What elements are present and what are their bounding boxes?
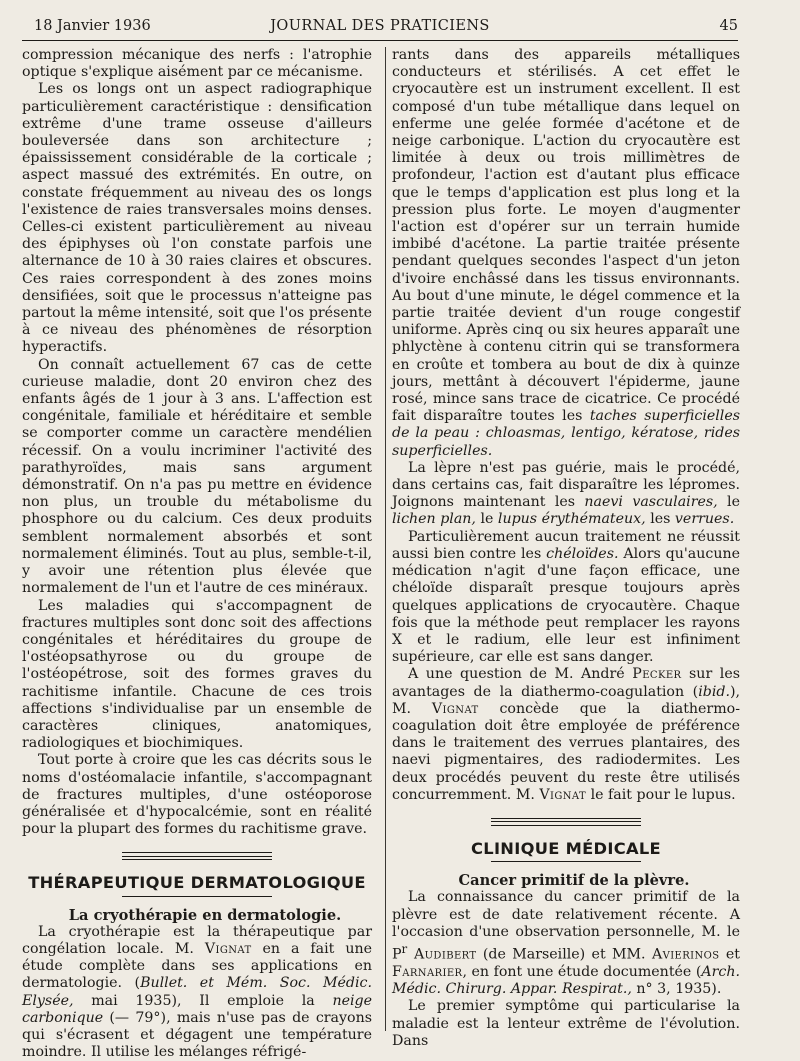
italic-term: ibid. xyxy=(698,683,730,700)
citation: Bullet. et Mém. Soc. Médic. Elysée, xyxy=(22,975,372,1009)
article-title: La cryothérapie en dermatologie. xyxy=(68,906,342,924)
text-run: La cryothérapie est la thérapeutique par congélation locale. M. xyxy=(22,923,372,957)
italic-term: taches superficielles de la peau : chloasmas, lentigo, kératose, rides superficielles. xyxy=(392,408,741,459)
header-rule xyxy=(22,40,738,41)
text-run: le fait pour le lupus. xyxy=(586,786,736,803)
text-run: , en font une étude documentée ( xyxy=(462,963,702,980)
text-run: Particulièrement aucun traitement ne réussit aussi bien contre les xyxy=(392,528,740,562)
paragraph xyxy=(392,889,740,998)
italic-term: lupus érythémateux, xyxy=(497,511,646,528)
article-title: Cancer primitif de la plèvre. xyxy=(458,872,690,890)
author-name: Vignat xyxy=(431,700,479,717)
running-header xyxy=(22,18,738,40)
citation: Arch. Médic. Chirurg. Appar. Respirat., xyxy=(392,963,740,998)
section-title: THÉRAPEUTIQUE DERMATOLOGIQUE xyxy=(28,873,366,893)
author-name: Farnarier xyxy=(392,963,463,980)
paragraph xyxy=(392,529,740,667)
paragraph: On connaît actuellement 67 cas de cette curieuse maladie, dont 20 environ chez des enfants âgés de 1 jour à 3 ans. L'affection est congénitale, familiale et héréditaire et semble se comporter comme un caractère mendélien récessif. On a voulu incriminer l'activité des parathyroïdes, mais sans argument démonstratif. On n'a pas pu mettre en évidence non plus, un trouble du métabolisme du phosphore ou du calcium. Ces deux produits semblent normalement absorbés et sont normalement éliminés. Tout au plus, semble-t-il, y avoir une rétention plus élevée que normalement de l'un et l'autre de ces minéraux. xyxy=(22,356,372,597)
paragraph xyxy=(22,924,372,1061)
paragraph: Le premier symptôme qui particularise la maladie est la lenteur extrême de l'évolution. Dans xyxy=(392,998,740,1049)
author-name: Avierinos xyxy=(651,946,720,963)
title-rule xyxy=(122,896,272,897)
paragraph xyxy=(392,666,740,804)
italic-term: verrues. xyxy=(674,511,735,528)
right-column xyxy=(392,47,740,1050)
paragraph: Tout porte à croire que les cas décrits sous le noms d'ostéomalacie infantile, s'accompagnant de fractures multiples, d'une ostéoporose généralisée et d'hypocalcémie, sont en réalité pour la plupart des formes du rachitisme grave. xyxy=(22,752,372,838)
superscript: r xyxy=(401,941,408,956)
italic-term: chéloïdes. xyxy=(546,545,619,562)
paragraph xyxy=(392,460,740,529)
section-ornament xyxy=(491,818,641,826)
text-run: n° 3, 1935). xyxy=(631,981,722,998)
paragraph xyxy=(392,47,740,460)
italic-term: naevi vasculaires, xyxy=(584,494,718,511)
section-ornament xyxy=(122,852,272,860)
left-column xyxy=(22,47,372,1061)
text-run: et xyxy=(719,946,741,963)
author-name: Pecker xyxy=(632,666,682,683)
text-run: en a fait une étude complète dans ses applications en dermatologie. ( xyxy=(22,940,372,992)
text-run: A une question de M. André xyxy=(408,666,633,683)
italic-term: neige carbonique xyxy=(22,992,372,1026)
paragraph: Les maladies qui s'accompagnent de fractures multiples sont donc soit des affections congénitales et héréditaires du groupe de l'ostéopsathyrose ou du groupe de l'ostéopétrose, soit des formes graves du rachitisme infantile. Chacune de ces trois affections s'individualise par un ensemble de caractères cliniques, anatomiques, radiologiques et biochimiques. xyxy=(22,597,372,752)
italic-term: lichen plan, xyxy=(392,511,476,528)
author-name: Audibert xyxy=(407,946,477,963)
column-separator xyxy=(385,47,386,1031)
text-run: La lèpre n'est pas guérie, mais le procédé, dans certains cas, fait disparaître les lépromes. Joignons maintenant les xyxy=(392,459,740,511)
text-run: (— 79°), mais n'use pas de crayons qui s'écrasent et dégagent une température moindre. Il utilise les mélanges réfrigé- xyxy=(22,1009,372,1061)
title-rule xyxy=(491,861,641,862)
header-date: 18 Janvier 1936 xyxy=(34,18,151,34)
text-run: rants dans des appareils métalliques conducteurs et stérilisés. A cet effet le cryocautère est un instrument excellent. Il est composé d'un tube métallique dans lequel on enferme une gelée formée d'acétone et de neige carbonique. L'action du cryocautère est limitée à deux ou trois millimètres de profondeur, l'action est d'autant plus efficace que le temps d'application est plus long et la pression plus forte. Le moyen d'augmenter l'action est d'opérer sur un terrain humide imbibé d'acétone. La partie traitée présente pendant quelques secondes l'aspect d'un jeton d'ivoire enchâssé dans les tissus environnants. Au bout d'une minute, le dégel commence et la partie traitée devient d'un rouge congestif uniforme. Après cinq ou six heures apparaît une phlyctène à contenu citrin qui se transformera en croûte et tombera au bout de dix à quinze jours, mettânt à découvert l'épiderme, jaune rosé, mince sans trace de cicatrice. Ce procédé fait disparaître toutes les xyxy=(392,47,740,425)
text-run: concède que la diathermo-coagulation doit être employée de préférence dans le traitement des verrues plantaires, des naevi pigmentaires, des radiodermites. Les deux procédés peuvent du reste être utilisés concurremment. M. xyxy=(392,700,740,803)
page-number: 45 xyxy=(719,18,738,34)
paragraph: Les os longs ont un aspect radiographique particulièrement caractéristique : densification extrême d'une trame osseuse d'ailleurs bouleversée dans son architecture ; épaississement considérable de la corticale ; aspect massué des extrémités. En outre, on constate fréquemment au niveau des os longs l'existence de raies transversales moins denses. Celles-ci existent particulièrement au niveau des épiphyses où l'on constate parfois une alternance de 10 à 30 raies claires et obscures. Ces raies correspondent à des zones moins densifiées, soit que le processus n'atteigne pas partout la même intensité, soit que l'os présente à ce niveau des phénomènes de résorption hyperactifs. xyxy=(22,81,372,356)
text-run: les xyxy=(645,511,675,528)
section-title: CLINIQUE MÉDICALE xyxy=(471,838,661,858)
text-run: sur les avantages de la diathermo-coagulation ( xyxy=(392,666,741,700)
text-run: ), M. xyxy=(392,683,740,717)
text-run: (de Marseille) et MM. xyxy=(476,946,652,963)
author-name: Vignat xyxy=(539,786,587,803)
paragraph: compression mécanique des nerfs : l'atrophie optique s'explique aisément par ce mécanisme. xyxy=(22,47,372,81)
text-run: La connaissance du cancer primitif de la plèvre est de date relativement récente. A l'occasion d'une observation personnelle, M. le P xyxy=(392,889,740,963)
text-run: le xyxy=(475,511,498,528)
author-name: Vignat xyxy=(204,940,252,957)
text-run: mai 1935), Il emploie la xyxy=(73,992,333,1009)
text-run: Alors qu'aucune médication n'agit d'une façon efficace, une chéloïde disparaît presque toujours après quelques applications de cryocautère. Chaque fois que la méthode peut remplacer les rayons X et le radium, elle leur est infiniment supérieure, car elle est sans danger. xyxy=(392,545,740,666)
header-journal-title: JOURNAL DES PRATICIENS xyxy=(270,18,490,34)
text-run: le xyxy=(717,494,740,511)
